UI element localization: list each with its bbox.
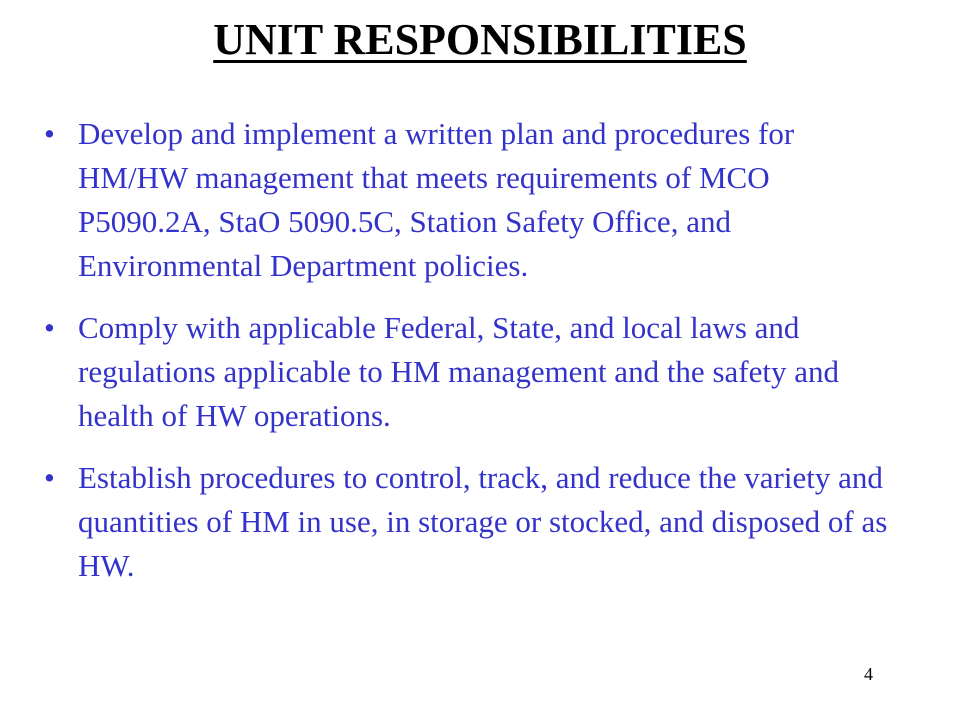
bullet-marker: • [44,460,55,495]
bullet-item [44,112,904,288]
bullet-text: Develop and implement a written plan and procedures for HM/HW management that meets requirements of MCO P5090.2A, StaO 5090.5C, Station Safety Office, and Environmental Department policies. [78,116,795,283]
bullet-marker: • [44,310,55,345]
bullet-list [44,112,904,606]
bullet-text: Comply with applicable Federal, State, and local laws and regulations applicable to HM management and the safety and health of HW operations. [78,310,839,433]
slide-title: UNIT RESPONSIBILITIES [213,15,747,64]
bullet-text: Establish procedures to control, track, and reduce the variety and quantities of HM in use, in storage or stocked, and disposed of as HW. [78,460,888,583]
bullet-item [44,306,904,438]
page-number: 4 [864,664,873,684]
bullet-item [44,456,904,588]
bullet-marker: • [44,116,55,151]
